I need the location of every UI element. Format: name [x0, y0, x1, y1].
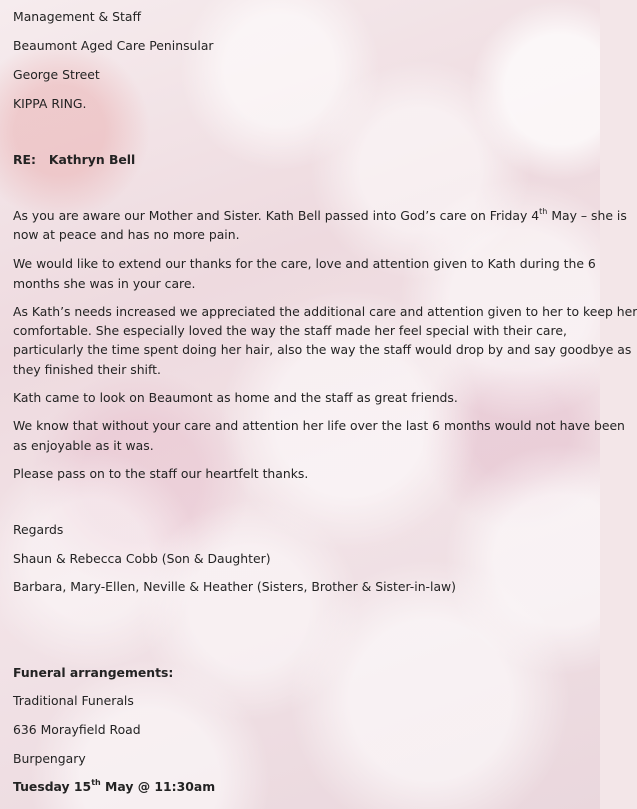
recipient-line: George Street — [13, 67, 100, 82]
body-text: As you are aware our Mother and Sister. Kath Bell passed into God’s care on Friday 4 — [13, 208, 540, 223]
signature-line: Shaun & Rebecca Cobb (Son & Daughter) — [13, 551, 271, 566]
funeral-company: Traditional Funerals — [13, 693, 134, 708]
closing-regards: Regards — [13, 522, 64, 537]
subject-line — [13, 152, 135, 167]
ordinal-suffix: th — [539, 206, 548, 216]
body-line: Kath came to look on Beaumont as home and the staff as great friends. — [13, 390, 458, 405]
body-line: particularly the time spent doing her hair, also the way the staff would drop by and say goodbye as — [13, 342, 632, 357]
funeral-date-text: May @ 11:30am — [100, 779, 216, 794]
subject-prefix: RE: — [13, 152, 36, 167]
body-line: As Kath’s needs increased we appreciated the additional care and attention given to her to keep her — [13, 304, 637, 319]
funeral-address: 636 Morayfield Road — [13, 722, 141, 737]
recipient-line: Beaumont Aged Care Peninsular — [13, 38, 214, 53]
body-line: now at peace and has no more pain. — [13, 227, 240, 242]
body-line: Please pass on to the staff our heartfelt thanks. — [13, 466, 309, 481]
funeral-date — [13, 779, 215, 794]
body-line: as enjoyable as it was. — [13, 438, 154, 453]
body-line: they finished their shift. — [13, 362, 161, 377]
body-text: May – she is — [547, 208, 627, 223]
body-line: We know that without your care and attention her life over the last 6 months would not have been — [13, 418, 625, 433]
body-line — [13, 208, 627, 223]
body-line: We would like to extend our thanks for the care, love and attention given to Kath during the 6 — [13, 256, 596, 271]
recipient-line: Management & Staff — [13, 9, 142, 24]
subject-name: Kathryn Bell — [48, 152, 136, 167]
funeral-suburb: Burpengary — [13, 751, 86, 766]
body-line: months she was in your care. — [13, 276, 196, 291]
recipient-line: KIPPA RING. — [13, 96, 87, 111]
funeral-heading: Funeral arrangements: — [13, 665, 174, 680]
signature-line: Barbara, Mary-Ellen, Neville & Heather (Sisters, Brother & Sister-in-law) — [13, 579, 457, 594]
funeral-date-text: Tuesday 15 — [13, 779, 92, 794]
ordinal-suffix: th — [91, 777, 101, 787]
body-line: comfortable. She especially loved the way the staff made her feel special with their care, — [13, 323, 567, 338]
